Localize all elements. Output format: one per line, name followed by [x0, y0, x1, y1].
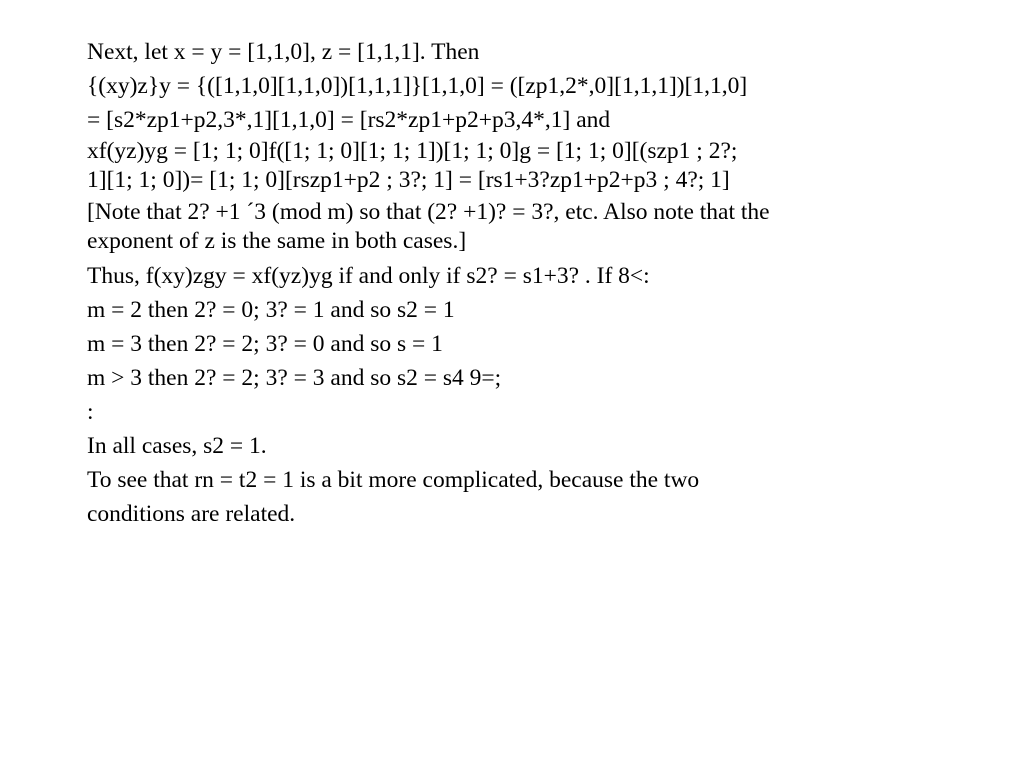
- text-line: exponent of z is the same in both cases.]: [87, 228, 467, 254]
- paragraph-xf-yz-yg: [87, 137, 987, 195]
- text-line: xf(yz)yg = [1; 1; 0]f([1; 1; 0][1; 1; 1])[1; 1; 0]g = [1; 1; 0][(szp1 ; 2?;: [87, 138, 738, 164]
- text-line: m = 2 then 2? = 0; 3? = 1 and so s2 = 1: [87, 297, 455, 323]
- paragraph-thus: [87, 259, 987, 293]
- text-line: Thus, f(xy)zgy = xf(yz)yg if and only if s2? = s1+3? . If 8<:: [87, 263, 650, 289]
- paragraph-next-let: [87, 35, 987, 69]
- text-line: m > 3 then 2? = 2; 3? = 3 and so s2 = s4 9=;: [87, 365, 502, 391]
- text-line: In all cases, s2 = 1.: [87, 433, 267, 459]
- text-line: :: [87, 399, 94, 425]
- paragraph-conditions: [87, 497, 987, 531]
- text-line: = [s2*zp1+p2,3*,1][1,1,0] = [rs2*zp1+p2+p3,4*,1] and: [87, 107, 611, 133]
- text-line: conditions are related.: [87, 501, 296, 527]
- paragraph-equals-and: [87, 103, 987, 137]
- text-line: {(xy)z}y = {([1,1,0][1,1,0])[1,1,1]}[1,1,0] = ([zp1,2*,0][1,1,1])[1,1,0]: [87, 73, 748, 99]
- text-line: To see that rn = t2 = 1 is a bit more complicated, because the two: [87, 467, 700, 493]
- text-line: [Note that 2? +1 ´3 (mod m) so that (2? +1)? = 3?, etc. Also note that the: [87, 199, 770, 225]
- paragraph-to-see-that: [87, 463, 987, 497]
- text-line: Next, let x = y = [1,1,0], z = [1,1,1]. Then: [87, 39, 480, 65]
- text-line: 1][1; 1; 0])= [1; 1; 0][rszp1+p2 ; 3?; 1] = [rs1+3?zp1+p2+p3 ; 4?; 1]: [87, 167, 730, 193]
- text-line: m = 3 then 2? = 2; 3? = 0 and so s = 1: [87, 331, 443, 357]
- paragraph-colon: [87, 395, 987, 429]
- paragraph-case-m-2: [87, 293, 987, 327]
- slide-body: [87, 35, 987, 531]
- paragraph-case-m-3: [87, 327, 987, 361]
- paragraph-note: [87, 198, 987, 256]
- paragraph-xyz-product: [87, 69, 987, 103]
- paragraph-case-m-gt-3: [87, 361, 987, 395]
- paragraph-all-cases: [87, 429, 987, 463]
